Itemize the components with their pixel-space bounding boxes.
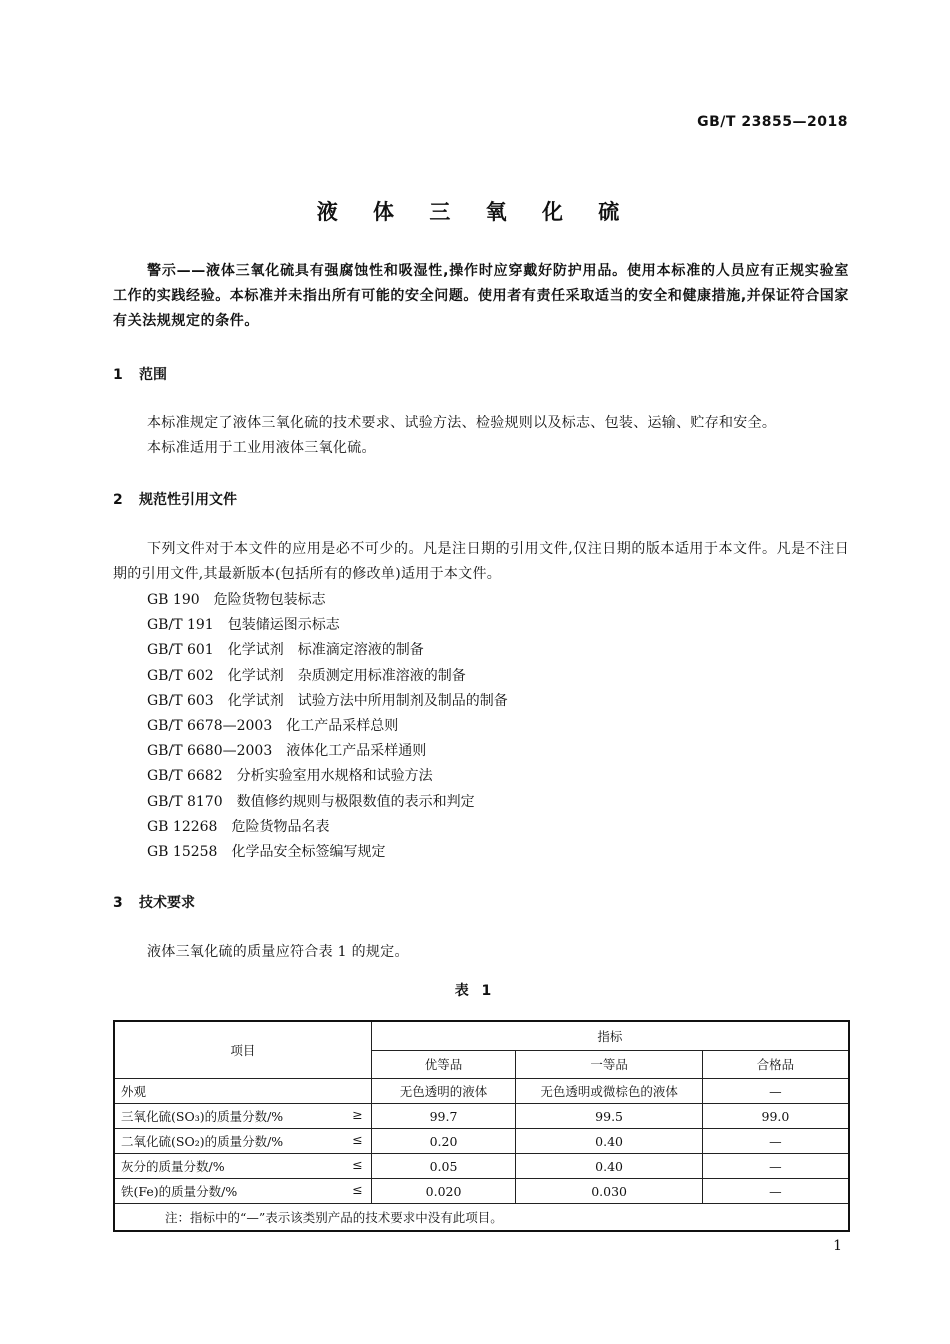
reference-code: GB/T 601 (147, 642, 214, 659)
row-item-label: 铁(Fe)的质量分数/% (121, 1184, 238, 1199)
row-value: 99.7 (371, 1104, 516, 1129)
reference-code: GB/T 603 (147, 692, 214, 709)
row-value: 无色透明或微棕色的液体 (516, 1079, 702, 1104)
grade-premium: 优等品 (371, 1050, 516, 1079)
reference-code: GB 190 (147, 592, 200, 608)
row-value: 无色透明的液体 (371, 1079, 516, 1104)
row-item (114, 1079, 371, 1104)
warning-paragraph: 警示——液体三氧化硫具有强腐蚀性和吸湿性,操作时应穿戴好防护用品。使用本标准的人员应有正规实验室工作的实践经验。本标准并未指出所有可能的安全问题。使用者有责任采取适当的安全和健康措施,并保证符合国家有关法规规定的条件。 (113, 263, 849, 329)
reference-item (147, 790, 508, 815)
grade-qualified: 合格品 (702, 1050, 849, 1079)
reference-item (147, 714, 508, 739)
reference-item (147, 739, 508, 764)
document-title: 液 体 三 氧 化 硫 (316, 200, 634, 224)
section-number: 2 (113, 492, 123, 508)
row-item-label: 二氧化硫(SO₂)的质量分数/% (121, 1134, 284, 1149)
reference-title: 化工产品采样总则 (286, 717, 399, 734)
reference-list (147, 588, 508, 865)
section-3-heading (113, 892, 195, 912)
row-value: 0.40 (516, 1129, 702, 1154)
reference-title: 化学试剂 杂质测定用标准溶液的制备 (227, 667, 466, 684)
row-value: 0.030 (516, 1179, 702, 1204)
section-number: 1 (113, 367, 123, 383)
reference-code: GB/T 8170 (147, 793, 223, 810)
row-value: 0.20 (371, 1129, 516, 1154)
reference-item (147, 840, 508, 865)
reference-title: 数值修约规则与极限数值的表示和判定 (236, 793, 475, 810)
row-limit-symbol: ≥ (352, 1107, 363, 1122)
row-limit-symbol: ≤ (352, 1132, 363, 1147)
section-2-heading (113, 489, 237, 509)
table-row (114, 1079, 849, 1104)
row-value: — (702, 1154, 849, 1179)
reference-item (147, 588, 508, 613)
row-item (114, 1104, 371, 1129)
reference-item (147, 638, 508, 663)
section-title: 规范性引用文件 (139, 492, 237, 508)
row-value: — (702, 1129, 849, 1154)
section-2-intro: 下列文件对于本文件的应用是必不可少的。凡是注日期的引用文件,仅注日期的版本适用于本文件。凡是不注日期的引用文件,其最新版本(包括所有的修改单)适用于本文件。 (113, 541, 849, 582)
section-1-paragraph-2: 本标准适用于工业用液体三氧化硫。 (147, 440, 376, 456)
row-limit-symbol: ≤ (352, 1157, 363, 1172)
row-value: 0.020 (371, 1179, 516, 1204)
header-item: 项目 (114, 1021, 371, 1079)
section-1-paragraph-1: 本标准规定了液体三氧化硫的技术要求、试验方法、检验规则以及标志、包装、运输、贮存和安全。 (147, 415, 777, 431)
reference-title: 液体化工产品采样通则 (286, 743, 427, 760)
reference-title: 化学试剂 试验方法中所用制剂及制品的制备 (227, 692, 508, 709)
table-header-row (114, 1021, 849, 1050)
row-item (114, 1179, 371, 1204)
table-note-row (114, 1204, 849, 1232)
row-value: 99.0 (702, 1104, 849, 1129)
section-3-intro: 液体三氧化硫的质量应符合表 1 的规定。 (147, 944, 409, 960)
page-number: 1 (833, 1238, 842, 1254)
table-row (114, 1104, 849, 1129)
row-value: 0.05 (371, 1154, 516, 1179)
standard-code: GB/T 23855—2018 (697, 114, 848, 130)
reference-title: 化学品安全标签编写规定 (231, 843, 386, 860)
reference-title: 危险货物品名表 (231, 818, 330, 835)
table-row (114, 1179, 849, 1204)
grade-first: 一等品 (516, 1050, 702, 1079)
reference-title: 化学试剂 标准滴定溶液的制备 (227, 642, 424, 659)
reference-item (147, 664, 508, 689)
section-1-heading (113, 364, 167, 384)
table-row (114, 1129, 849, 1154)
row-value: 0.40 (516, 1154, 702, 1179)
table-note: 注：指标中的“—”表示该类别产品的技术要求中没有此项目。 (114, 1204, 849, 1232)
reference-code: GB 12268 (147, 818, 218, 835)
reference-code: GB 15258 (147, 843, 218, 860)
spec-table (113, 1020, 850, 1232)
section-title: 技术要求 (139, 895, 195, 911)
reference-code: GB/T 6680—2003 (147, 743, 273, 760)
reference-item (147, 613, 508, 638)
section-title: 范围 (139, 367, 167, 383)
reference-title: 包装储运图示标志 (227, 617, 340, 634)
row-value: — (702, 1079, 849, 1104)
reference-item (147, 815, 508, 840)
reference-code: GB/T 6678—2003 (147, 717, 273, 734)
row-item-label: 外观 (121, 1084, 147, 1099)
row-item-label: 三氧化硫(SO₃)的质量分数/% (121, 1109, 284, 1124)
table-caption: 表 1 (454, 983, 496, 999)
reference-code: GB/T 191 (147, 617, 214, 634)
row-limit-symbol: ≤ (352, 1182, 363, 1197)
header-index: 指标 (371, 1021, 849, 1050)
section-number: 3 (113, 895, 123, 911)
reference-title: 分析实验室用水规格和试验方法 (236, 768, 433, 785)
row-value: 99.5 (516, 1104, 702, 1129)
row-value: — (702, 1179, 849, 1204)
reference-item (147, 764, 508, 789)
reference-code: GB/T 602 (147, 667, 214, 684)
reference-code: GB/T 6682 (147, 768, 223, 785)
row-item (114, 1129, 371, 1154)
table-row (114, 1154, 849, 1179)
row-item (114, 1154, 371, 1179)
reference-title: 危险货物包装标志 (213, 592, 326, 608)
row-item-label: 灰分的质量分数/% (121, 1159, 225, 1174)
reference-item (147, 689, 508, 714)
